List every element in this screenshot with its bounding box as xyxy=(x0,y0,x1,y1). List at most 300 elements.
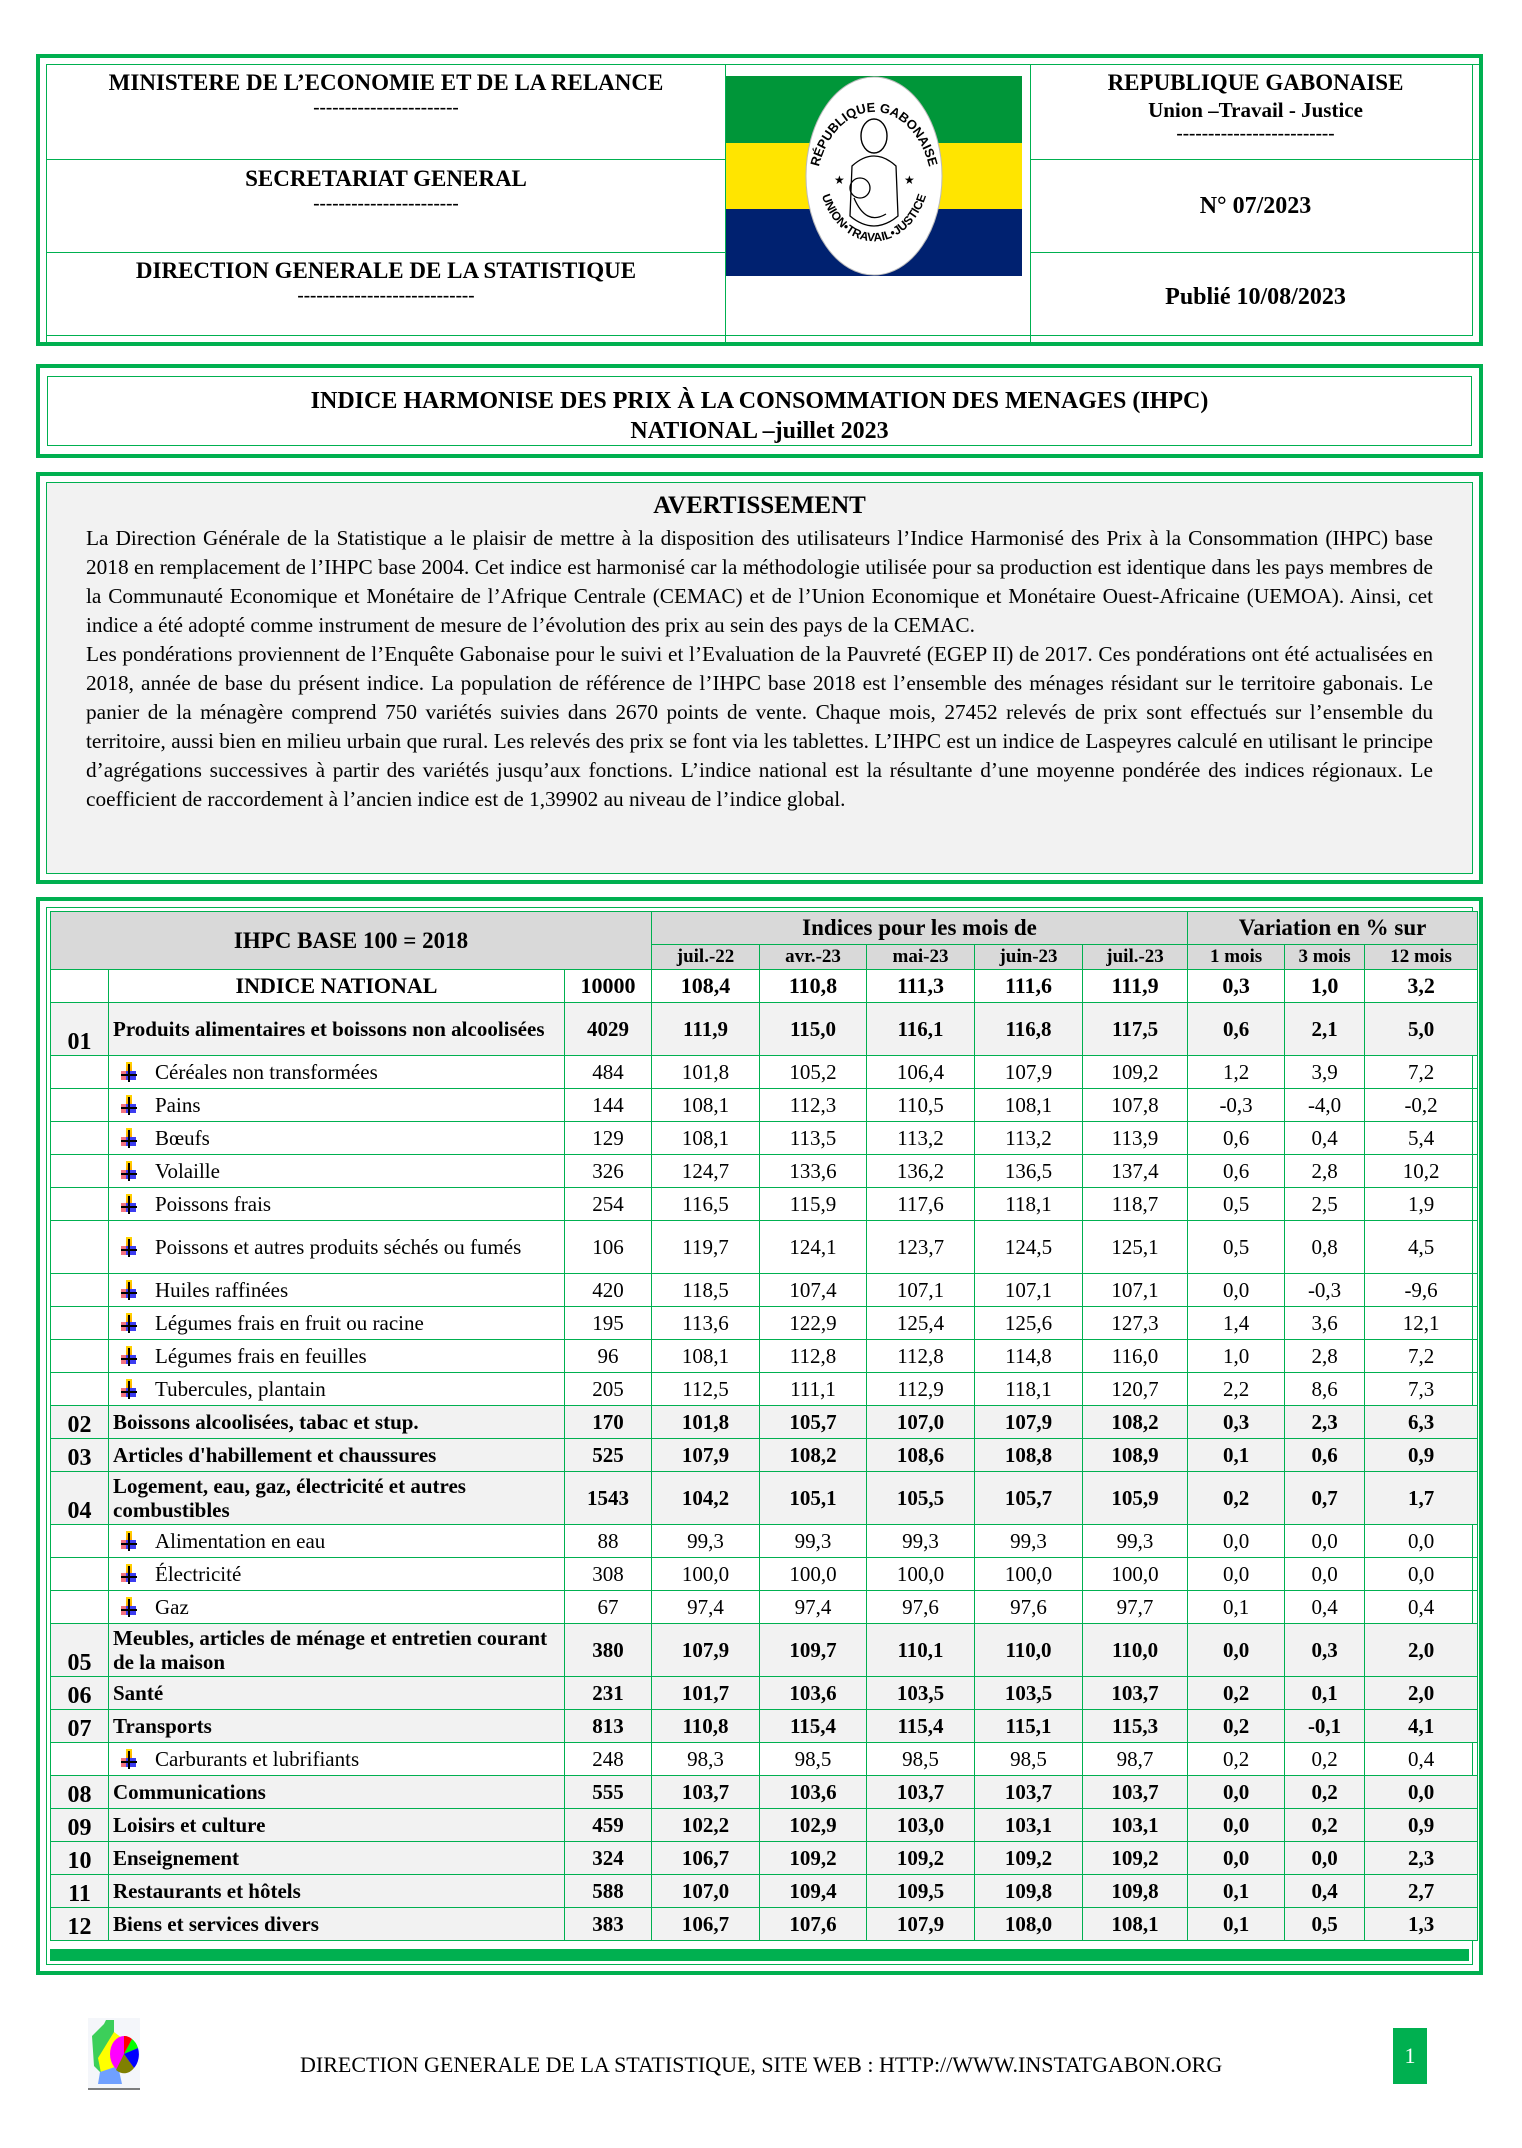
table-header-row xyxy=(51,912,1478,945)
row-weight: 248 xyxy=(565,1743,652,1776)
ihpc-table xyxy=(50,911,1478,1941)
published-cell xyxy=(1030,252,1481,344)
index-value: 108,2 xyxy=(760,1439,867,1472)
variation-value: 8,6 xyxy=(1285,1373,1365,1406)
row-code xyxy=(51,1307,109,1340)
index-value: 113,2 xyxy=(975,1122,1083,1155)
variation-value: 2,5 xyxy=(1285,1188,1365,1221)
row-weight: 324 xyxy=(565,1842,652,1875)
row-label: Santé xyxy=(113,1681,164,1705)
index-value: 111,3 xyxy=(867,970,975,1003)
index-value: 118,1 xyxy=(975,1373,1083,1406)
variation-value: 0,1 xyxy=(1188,1591,1285,1624)
row-label: Légumes frais en fruit ou racine xyxy=(155,1311,424,1335)
index-value: 118,7 xyxy=(1083,1188,1188,1221)
row-weight: 1543 xyxy=(565,1472,652,1525)
row-label-cell xyxy=(109,1155,565,1188)
secretariat-title: SECRETARIAT GENERAL xyxy=(245,166,527,191)
arrow-bullet-icon xyxy=(121,1161,137,1181)
row-label-cell xyxy=(109,1591,565,1624)
row-code xyxy=(51,1373,109,1406)
table-row-subitem xyxy=(51,1591,1478,1624)
index-value: 109,8 xyxy=(1083,1875,1188,1908)
index-value: 106,4 xyxy=(867,1056,975,1089)
index-value: 100,0 xyxy=(760,1558,867,1591)
variation-value: 1,0 xyxy=(1188,1340,1285,1373)
variation-value: 0,4 xyxy=(1365,1591,1478,1624)
arrow-bullet-icon xyxy=(121,1095,137,1115)
table-row-subitem xyxy=(51,1122,1478,1155)
variation-value: 0,2 xyxy=(1188,1743,1285,1776)
warning-body xyxy=(86,524,1433,814)
ministry-divider: ----------------------- xyxy=(313,97,459,118)
row-label-cell xyxy=(109,1406,565,1439)
table-row-subitem xyxy=(51,1525,1478,1558)
index-value: 109,2 xyxy=(975,1842,1083,1875)
variation-period-header: 12 mois xyxy=(1365,945,1478,970)
row-label: Communications xyxy=(113,1780,266,1804)
variation-value: 7,2 xyxy=(1365,1056,1478,1089)
index-value: 107,9 xyxy=(867,1908,975,1941)
index-value: 103,5 xyxy=(975,1677,1083,1710)
index-value: 108,8 xyxy=(975,1439,1083,1472)
row-weight: 459 xyxy=(565,1809,652,1842)
index-value: 100,0 xyxy=(652,1558,760,1591)
arrow-bullet-icon xyxy=(121,1379,137,1399)
arrow-bullet-icon xyxy=(121,1346,137,1366)
row-weight: 380 xyxy=(565,1624,652,1677)
variation-value: 0,5 xyxy=(1188,1221,1285,1274)
index-value: 99,3 xyxy=(760,1525,867,1558)
report-title-line1: INDICE HARMONISE DES PRIX À LA CONSOMMATION DES MENAGES (IHPC) xyxy=(310,388,1209,414)
republic-motto: Union –Travail - Justice xyxy=(1148,98,1363,122)
row-label-cell xyxy=(109,1624,565,1677)
variation-value: 0,6 xyxy=(1285,1439,1365,1472)
index-value: 107,8 xyxy=(1083,1089,1188,1122)
index-value: 109,2 xyxy=(1083,1056,1188,1089)
index-value: 107,0 xyxy=(867,1406,975,1439)
index-value: 107,1 xyxy=(975,1274,1083,1307)
table-row-subitem xyxy=(51,1307,1478,1340)
secretariat-divider: ----------------------- xyxy=(313,193,459,214)
dgs-logo-icon xyxy=(88,2018,140,2090)
row-label-cell xyxy=(109,1776,565,1809)
index-value: 100,0 xyxy=(867,1558,975,1591)
arrow-bullet-icon xyxy=(121,1128,137,1148)
index-value: 103,1 xyxy=(975,1809,1083,1842)
variation-value: 0,4 xyxy=(1285,1122,1365,1155)
index-value: 103,5 xyxy=(867,1677,975,1710)
index-value: 107,4 xyxy=(760,1274,867,1307)
variation-value: 2,2 xyxy=(1188,1373,1285,1406)
row-label-cell xyxy=(109,970,565,1003)
row-label-cell xyxy=(109,1373,565,1406)
index-value: 115,1 xyxy=(975,1710,1083,1743)
index-value: 98,3 xyxy=(652,1743,760,1776)
variation-value: 0,1 xyxy=(1188,1439,1285,1472)
index-value: 100,0 xyxy=(975,1558,1083,1591)
row-label: Céréales non transformées xyxy=(155,1060,378,1084)
index-value: 115,4 xyxy=(760,1710,867,1743)
number-cell xyxy=(1030,159,1481,253)
row-code xyxy=(51,1221,109,1274)
row-code xyxy=(51,1122,109,1155)
variation-value: 5,0 xyxy=(1365,1003,1478,1056)
row-label-cell xyxy=(109,1089,565,1122)
variation-value: 1,0 xyxy=(1285,970,1365,1003)
indices-header: Indices pour les mois de xyxy=(652,912,1188,945)
variation-value: 0,0 xyxy=(1188,1558,1285,1591)
index-value: 97,4 xyxy=(760,1591,867,1624)
table-row-subitem xyxy=(51,1155,1478,1188)
index-value: 107,1 xyxy=(867,1274,975,1307)
table-row-group xyxy=(51,1710,1478,1743)
index-value: 108,1 xyxy=(652,1089,760,1122)
row-weight: 205 xyxy=(565,1373,652,1406)
row-code: 09 xyxy=(51,1809,109,1842)
warning-paragraph-2: Les pondérations proviennent de l’Enquête Gabonaise pour le suivi et l’Evaluation de la Pauvreté (EGEP II) de 2017. Ces pondérations ont été actualisées en 2018, année de base du présent indice. La population de référence de l’IHPC base 2018 est l’ensemble des ménages résidant sur le territoire gabonais. Le panier de la ménagère comprend 750 variétés suivies dans 2670 points de vente. Chaque mois, 27452 relevés de prix sont effectués sur l’ensemble du territoire, aussi bien en milieu urbain que rural. Les relevés des prix se font via les tablettes. L’IHPC est un indice de Laspeyres calculé en utilisant le principe d’agrégations successives à partir des variétés jusqu’aux fonctions. L’indice national est la résultante d’une moyenne pondérée des indices régionaux. Le coefficient de raccordement à l’ancien indice est de 1,39902 au niveau de l’indice global. xyxy=(86,642,1433,811)
variation-value: 0,1 xyxy=(1188,1908,1285,1941)
variation-value: 0,0 xyxy=(1285,1558,1365,1591)
index-value: 116,0 xyxy=(1083,1340,1188,1373)
row-weight: 383 xyxy=(565,1908,652,1941)
index-value: 103,0 xyxy=(867,1809,975,1842)
variation-value: 3,6 xyxy=(1285,1307,1365,1340)
row-label: INDICE NATIONAL xyxy=(235,973,438,998)
index-value: 115,9 xyxy=(760,1188,867,1221)
row-label: Boissons alcoolisées, tabac et stup. xyxy=(113,1410,419,1434)
row-label: Électricité xyxy=(155,1562,242,1586)
index-value: 118,5 xyxy=(652,1274,760,1307)
direction-title: DIRECTION GENERALE DE LA STATISTIQUE xyxy=(135,258,637,283)
variation-value: 0,6 xyxy=(1188,1155,1285,1188)
table-row-group xyxy=(51,1406,1478,1439)
index-value: 103,7 xyxy=(1083,1776,1188,1809)
index-value: 116,5 xyxy=(652,1188,760,1221)
index-value: 101,8 xyxy=(652,1056,760,1089)
variation-value: 0,3 xyxy=(1188,970,1285,1003)
row-code xyxy=(51,1340,109,1373)
row-label-cell xyxy=(109,1122,565,1155)
direction-divider: ---------------------------- xyxy=(297,285,475,306)
row-label-cell xyxy=(109,1809,565,1842)
variation-value: 2,0 xyxy=(1365,1624,1478,1677)
variation-value: -4,0 xyxy=(1285,1089,1365,1122)
index-value: 108,4 xyxy=(652,970,760,1003)
row-label-cell xyxy=(109,1056,565,1089)
row-label: Bœufs xyxy=(155,1126,210,1150)
variation-value: 0,0 xyxy=(1188,1624,1285,1677)
month-header: avr.-23 xyxy=(760,945,867,970)
variation-value: 0,5 xyxy=(1285,1908,1365,1941)
table-row-group xyxy=(51,1842,1478,1875)
variation-period-header: 3 mois xyxy=(1285,945,1365,970)
row-label-cell xyxy=(109,1525,565,1558)
variation-value: 0,4 xyxy=(1285,1875,1365,1908)
index-value: 99,3 xyxy=(975,1525,1083,1558)
table-row-national xyxy=(51,970,1478,1003)
index-value: 107,1 xyxy=(1083,1274,1188,1307)
index-value: 116,1 xyxy=(867,1003,975,1056)
month-header: juil.-22 xyxy=(652,945,760,970)
index-value: 105,7 xyxy=(975,1472,1083,1525)
variation-value: 0,0 xyxy=(1188,1525,1285,1558)
table-row-group xyxy=(51,1809,1478,1842)
row-code: 05 xyxy=(51,1624,109,1677)
index-value: 120,7 xyxy=(1083,1373,1188,1406)
index-value: 108,1 xyxy=(975,1089,1083,1122)
arrow-bullet-icon xyxy=(121,1564,137,1584)
index-value: 133,6 xyxy=(760,1155,867,1188)
variation-value: -0,1 xyxy=(1285,1710,1365,1743)
index-value: 103,6 xyxy=(760,1677,867,1710)
index-value: 101,8 xyxy=(652,1406,760,1439)
table-row-group xyxy=(51,1439,1478,1472)
row-weight: 308 xyxy=(565,1558,652,1591)
index-value: 109,2 xyxy=(867,1842,975,1875)
variation-value: 0,0 xyxy=(1188,1809,1285,1842)
index-value: 110,0 xyxy=(975,1624,1083,1677)
variation-value: 0,4 xyxy=(1285,1591,1365,1624)
row-weight: 144 xyxy=(565,1089,652,1122)
row-label-cell xyxy=(109,1743,565,1776)
arrow-bullet-icon xyxy=(121,1597,137,1617)
variation-value: 5,4 xyxy=(1365,1122,1478,1155)
row-code xyxy=(51,1056,109,1089)
index-value: 103,6 xyxy=(760,1776,867,1809)
row-label: Poissons frais xyxy=(155,1192,272,1216)
variation-value: 2,8 xyxy=(1285,1340,1365,1373)
index-value: 125,6 xyxy=(975,1307,1083,1340)
index-value: 110,5 xyxy=(867,1089,975,1122)
svg-text:RÉPUBLIQUE GABONAISE: RÉPUBLIQUE GABONAISE xyxy=(807,99,941,168)
coat-of-arms-icon xyxy=(726,76,1022,276)
row-code xyxy=(51,1188,109,1221)
row-label: Produits alimentaires et boissons non alcoolisées xyxy=(113,1017,545,1041)
index-value: 113,5 xyxy=(760,1122,867,1155)
variation-value: 0,2 xyxy=(1188,1677,1285,1710)
variation-value: -0,2 xyxy=(1365,1089,1478,1122)
variation-value: 0,2 xyxy=(1285,1743,1365,1776)
row-code: 10 xyxy=(51,1842,109,1875)
row-code: 07 xyxy=(51,1710,109,1743)
row-weight: 10000 xyxy=(565,970,652,1003)
row-label: Carburants et lubrifiants xyxy=(155,1747,360,1771)
variation-value: 2,1 xyxy=(1285,1003,1365,1056)
variation-value: 7,2 xyxy=(1365,1340,1478,1373)
document-number: N° 07/2023 xyxy=(1199,193,1312,219)
row-code xyxy=(51,1274,109,1307)
row-label-cell xyxy=(109,1908,565,1941)
row-weight: 88 xyxy=(565,1525,652,1558)
variation-value: 0,2 xyxy=(1285,1776,1365,1809)
index-value: 105,2 xyxy=(760,1056,867,1089)
svg-text:UNION•TRAVAIL•JUSTICE: UNION•TRAVAIL•JUSTICE xyxy=(818,191,930,245)
row-label-cell xyxy=(109,1842,565,1875)
row-label: Pains xyxy=(155,1093,201,1117)
published-date: Publié 10/08/2023 xyxy=(1165,284,1346,310)
republic-divider: ------------------------- xyxy=(1176,123,1335,144)
variation-value: 0,8 xyxy=(1285,1221,1365,1274)
variation-value: 0,3 xyxy=(1188,1406,1285,1439)
row-label-cell xyxy=(109,1221,565,1274)
index-value: 123,7 xyxy=(867,1221,975,1274)
index-value: 117,5 xyxy=(1083,1003,1188,1056)
index-value: 108,1 xyxy=(652,1340,760,1373)
row-code: 02 xyxy=(51,1406,109,1439)
variation-value: 0,1 xyxy=(1285,1677,1365,1710)
variation-value: 2,3 xyxy=(1285,1406,1365,1439)
index-value: 108,9 xyxy=(1083,1439,1188,1472)
row-label: Enseignement xyxy=(113,1846,239,1870)
index-value: 97,7 xyxy=(1083,1591,1188,1624)
row-label: Transports xyxy=(113,1714,212,1738)
row-weight: 4029 xyxy=(565,1003,652,1056)
index-value: 136,2 xyxy=(867,1155,975,1188)
footer-website-text: DIRECTION GENERALE DE LA STATISTIQUE, SITE WEB : HTTP://WWW.INSTATGABON.ORG xyxy=(300,2052,1223,2077)
row-code xyxy=(51,1591,109,1624)
variation-value: 1,3 xyxy=(1365,1908,1478,1941)
row-label: Meubles, articles de ménage et entretien courant de la maison xyxy=(113,1626,548,1674)
index-value: 105,1 xyxy=(760,1472,867,1525)
index-value: 124,1 xyxy=(760,1221,867,1274)
index-value: 136,5 xyxy=(975,1155,1083,1188)
table-row-subitem xyxy=(51,1056,1478,1089)
report-title xyxy=(40,386,1479,446)
variation-value: 0,7 xyxy=(1285,1472,1365,1525)
variation-value: 10,2 xyxy=(1365,1155,1478,1188)
row-weight: 525 xyxy=(565,1439,652,1472)
index-value: 137,4 xyxy=(1083,1155,1188,1188)
row-label: Alimentation en eau xyxy=(155,1529,326,1553)
index-value: 111,9 xyxy=(1083,970,1188,1003)
table-row-group xyxy=(51,1472,1478,1525)
arrow-bullet-icon xyxy=(121,1062,137,1082)
index-value: 98,5 xyxy=(975,1743,1083,1776)
index-value: 117,6 xyxy=(867,1188,975,1221)
index-value: 99,3 xyxy=(1083,1525,1188,1558)
index-value: 110,0 xyxy=(1083,1624,1188,1677)
variation-value: 0,2 xyxy=(1188,1472,1285,1525)
index-value: 103,7 xyxy=(975,1776,1083,1809)
variation-period-header: 1 mois xyxy=(1188,945,1285,970)
table-row-group xyxy=(51,1875,1478,1908)
row-label-cell xyxy=(109,1274,565,1307)
index-value: 110,1 xyxy=(867,1624,975,1677)
index-value: 125,1 xyxy=(1083,1221,1188,1274)
variation-value: 12,1 xyxy=(1365,1307,1478,1340)
variation-value: 0,2 xyxy=(1285,1809,1365,1842)
index-value: 110,8 xyxy=(652,1710,760,1743)
index-value: 107,9 xyxy=(652,1439,760,1472)
index-value: 108,2 xyxy=(1083,1406,1188,1439)
index-value: 112,5 xyxy=(652,1373,760,1406)
row-code xyxy=(51,1558,109,1591)
variation-value: -0,3 xyxy=(1188,1089,1285,1122)
row-code: 12 xyxy=(51,1908,109,1941)
row-weight: 195 xyxy=(565,1307,652,1340)
row-weight: 588 xyxy=(565,1875,652,1908)
index-value: 107,6 xyxy=(760,1908,867,1941)
index-value: 105,7 xyxy=(760,1406,867,1439)
index-value: 97,6 xyxy=(867,1591,975,1624)
variation-value: 0,0 xyxy=(1188,1842,1285,1875)
svg-text:★: ★ xyxy=(904,173,915,187)
index-value: 106,7 xyxy=(652,1908,760,1941)
index-value: 124,7 xyxy=(652,1155,760,1188)
row-label-cell xyxy=(109,1439,565,1472)
index-value: 114,8 xyxy=(975,1340,1083,1373)
report-title-block xyxy=(36,364,1483,458)
row-label: Huiles raffinées xyxy=(155,1278,289,1302)
index-value: 103,7 xyxy=(652,1776,760,1809)
variation-header: Variation en % sur xyxy=(1188,912,1478,945)
index-value: 110,8 xyxy=(760,970,867,1003)
row-weight: 254 xyxy=(565,1188,652,1221)
index-value: 103,7 xyxy=(867,1776,975,1809)
arrow-bullet-icon xyxy=(121,1194,137,1214)
index-value: 98,5 xyxy=(867,1743,975,1776)
row-code: 11 xyxy=(51,1875,109,1908)
variation-value: 3,9 xyxy=(1285,1056,1365,1089)
row-weight: 813 xyxy=(565,1710,652,1743)
table-row-subitem xyxy=(51,1340,1478,1373)
arrow-bullet-icon xyxy=(121,1749,137,1769)
variation-value: 0,6 xyxy=(1188,1003,1285,1056)
index-value: 98,5 xyxy=(760,1743,867,1776)
index-value: 111,1 xyxy=(760,1373,867,1406)
month-header: juil.-23 xyxy=(1083,945,1188,970)
warning-paragraph-1: La Direction Générale de la Statistique a le plaisir de mettre à la disposition des utilisateurs l’Indice Harmonisé des Prix à la Consommation (IHPC) base 2018 en remplacement de l’IHPC base 2004. Cet indice est harmonisé car la méthodologie utilisée pour sa production est identique dans les pays membres de la Communauté Economique et Monétaire de l’Afrique Centrale (CEMAC) et de l’Union Economique et Monétaire Ouest-Africaine (UEMOA). Ainsi, cet indice a été adopté comme instrument de mesure de l’évolution des prix au sein des pays de la CEMAC. xyxy=(86,526,1433,637)
variation-value: 0,0 xyxy=(1188,1776,1285,1809)
row-label-cell xyxy=(109,1710,565,1743)
row-label: Restaurants et hôtels xyxy=(113,1879,301,1903)
svg-text:★: ★ xyxy=(834,173,845,187)
row-label: Logement, eau, gaz, électricité et autres combustibles xyxy=(113,1474,466,1522)
index-value: 103,7 xyxy=(1083,1677,1188,1710)
variation-value: 1,7 xyxy=(1365,1472,1478,1525)
index-value: 106,7 xyxy=(652,1842,760,1875)
table-row-group xyxy=(51,1624,1478,1677)
row-weight: 129 xyxy=(565,1122,652,1155)
variation-value: 0,4 xyxy=(1365,1743,1478,1776)
row-label: Gaz xyxy=(155,1595,189,1619)
page-number: 1 xyxy=(1393,2028,1427,2084)
table-row-subitem xyxy=(51,1743,1478,1776)
variation-value: 2,3 xyxy=(1365,1842,1478,1875)
secretariat-cell xyxy=(46,159,726,253)
row-weight: 326 xyxy=(565,1155,652,1188)
variation-value: 0,6 xyxy=(1188,1122,1285,1155)
index-value: 112,8 xyxy=(867,1340,975,1373)
variation-value: 2,0 xyxy=(1365,1677,1478,1710)
index-value: 101,7 xyxy=(652,1677,760,1710)
variation-value: 4,1 xyxy=(1365,1710,1478,1743)
variation-value: 6,3 xyxy=(1365,1406,1478,1439)
index-value: 115,4 xyxy=(867,1710,975,1743)
ihpc-table-block xyxy=(36,897,1483,1975)
variation-value: 0,0 xyxy=(1285,1525,1365,1558)
table-row-subitem xyxy=(51,1089,1478,1122)
variation-value: 0,1 xyxy=(1188,1875,1285,1908)
index-value: 107,9 xyxy=(975,1056,1083,1089)
index-value: 109,8 xyxy=(975,1875,1083,1908)
row-code: 08 xyxy=(51,1776,109,1809)
table-row-group xyxy=(51,1908,1478,1941)
index-value: 109,4 xyxy=(760,1875,867,1908)
row-label-cell xyxy=(109,1340,565,1373)
index-value: 102,2 xyxy=(652,1809,760,1842)
